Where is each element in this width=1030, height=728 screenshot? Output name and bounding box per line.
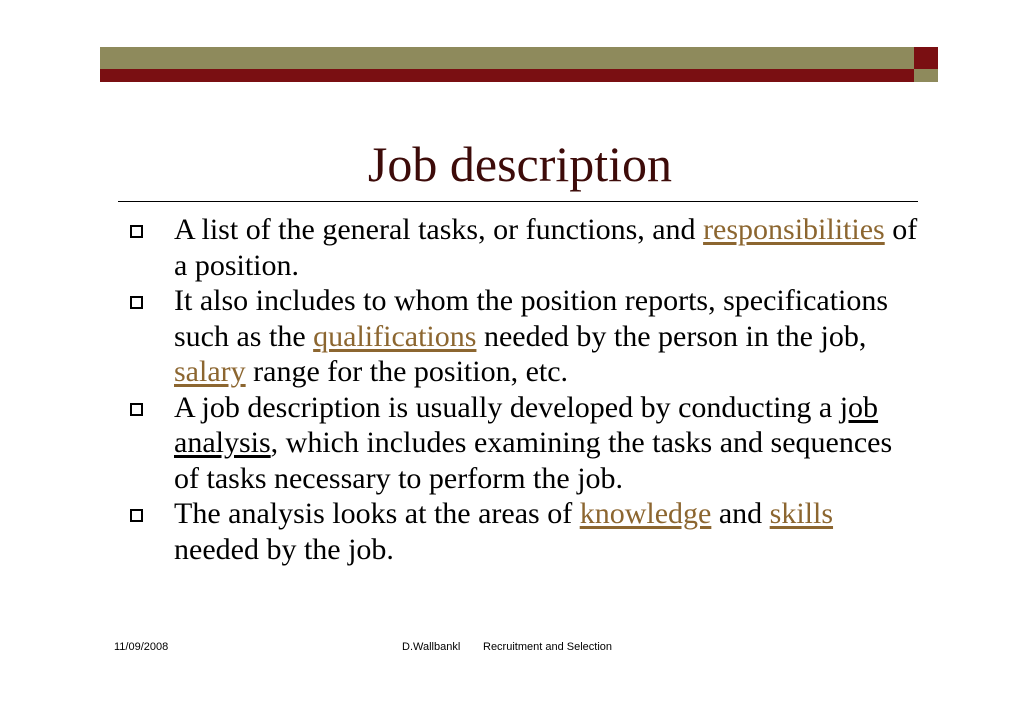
header-maroon-bar (100, 69, 914, 82)
bullet-item (128, 496, 918, 567)
hollow-square-bullet-icon (130, 225, 143, 238)
bullet-text: range for the position, etc. (245, 355, 569, 388)
bullet-list (128, 212, 918, 567)
hyperlink-term[interactable]: salary (174, 355, 246, 388)
slide-title-wrap (0, 134, 1030, 194)
bullet-item (128, 283, 918, 390)
footer-date: 11/09/2008 (114, 641, 169, 653)
footer-author: D.Wallbankl (402, 641, 461, 653)
bullet-item (128, 390, 918, 497)
hollow-square-bullet-icon (130, 296, 143, 309)
bullet-text: , which includes examining the tasks and sequences of tasks necessary to perform the job. (174, 426, 893, 495)
hyperlink-term[interactable]: skills (769, 497, 834, 530)
hyperlink-term[interactable]: responsibilities (703, 213, 885, 246)
bullet-text: needed by the person in the job, (476, 319, 867, 353)
slide-title: Job description (367, 136, 673, 192)
bullet-text: and (711, 497, 770, 530)
bullet-text: A job description is usually developed by conducting a (174, 390, 840, 424)
bullet-text: needed by the job. (174, 532, 394, 566)
title-divider (118, 201, 918, 202)
hollow-square-bullet-icon (130, 403, 143, 416)
bullet-text: of a position. (174, 213, 918, 282)
bullet-item (128, 212, 918, 283)
footer-topic: Recruitment and Selection (483, 641, 613, 653)
bullet-text: The analysis looks at the areas of (174, 497, 580, 530)
hyperlink-term[interactable]: qualifications (313, 319, 477, 353)
header-olive-bar (100, 47, 914, 69)
underlined-term: job analysis (174, 390, 879, 459)
hyperlink-term[interactable]: knowledge (579, 497, 712, 530)
bullet-text: It also includes to whom the position reports, specifications such as the (174, 284, 889, 353)
bullet-text: A list of the general tasks, or functions, and (174, 213, 704, 246)
header-corner-olive (914, 69, 938, 82)
header-corner-maroon (914, 47, 938, 69)
hollow-square-bullet-icon (130, 509, 143, 522)
